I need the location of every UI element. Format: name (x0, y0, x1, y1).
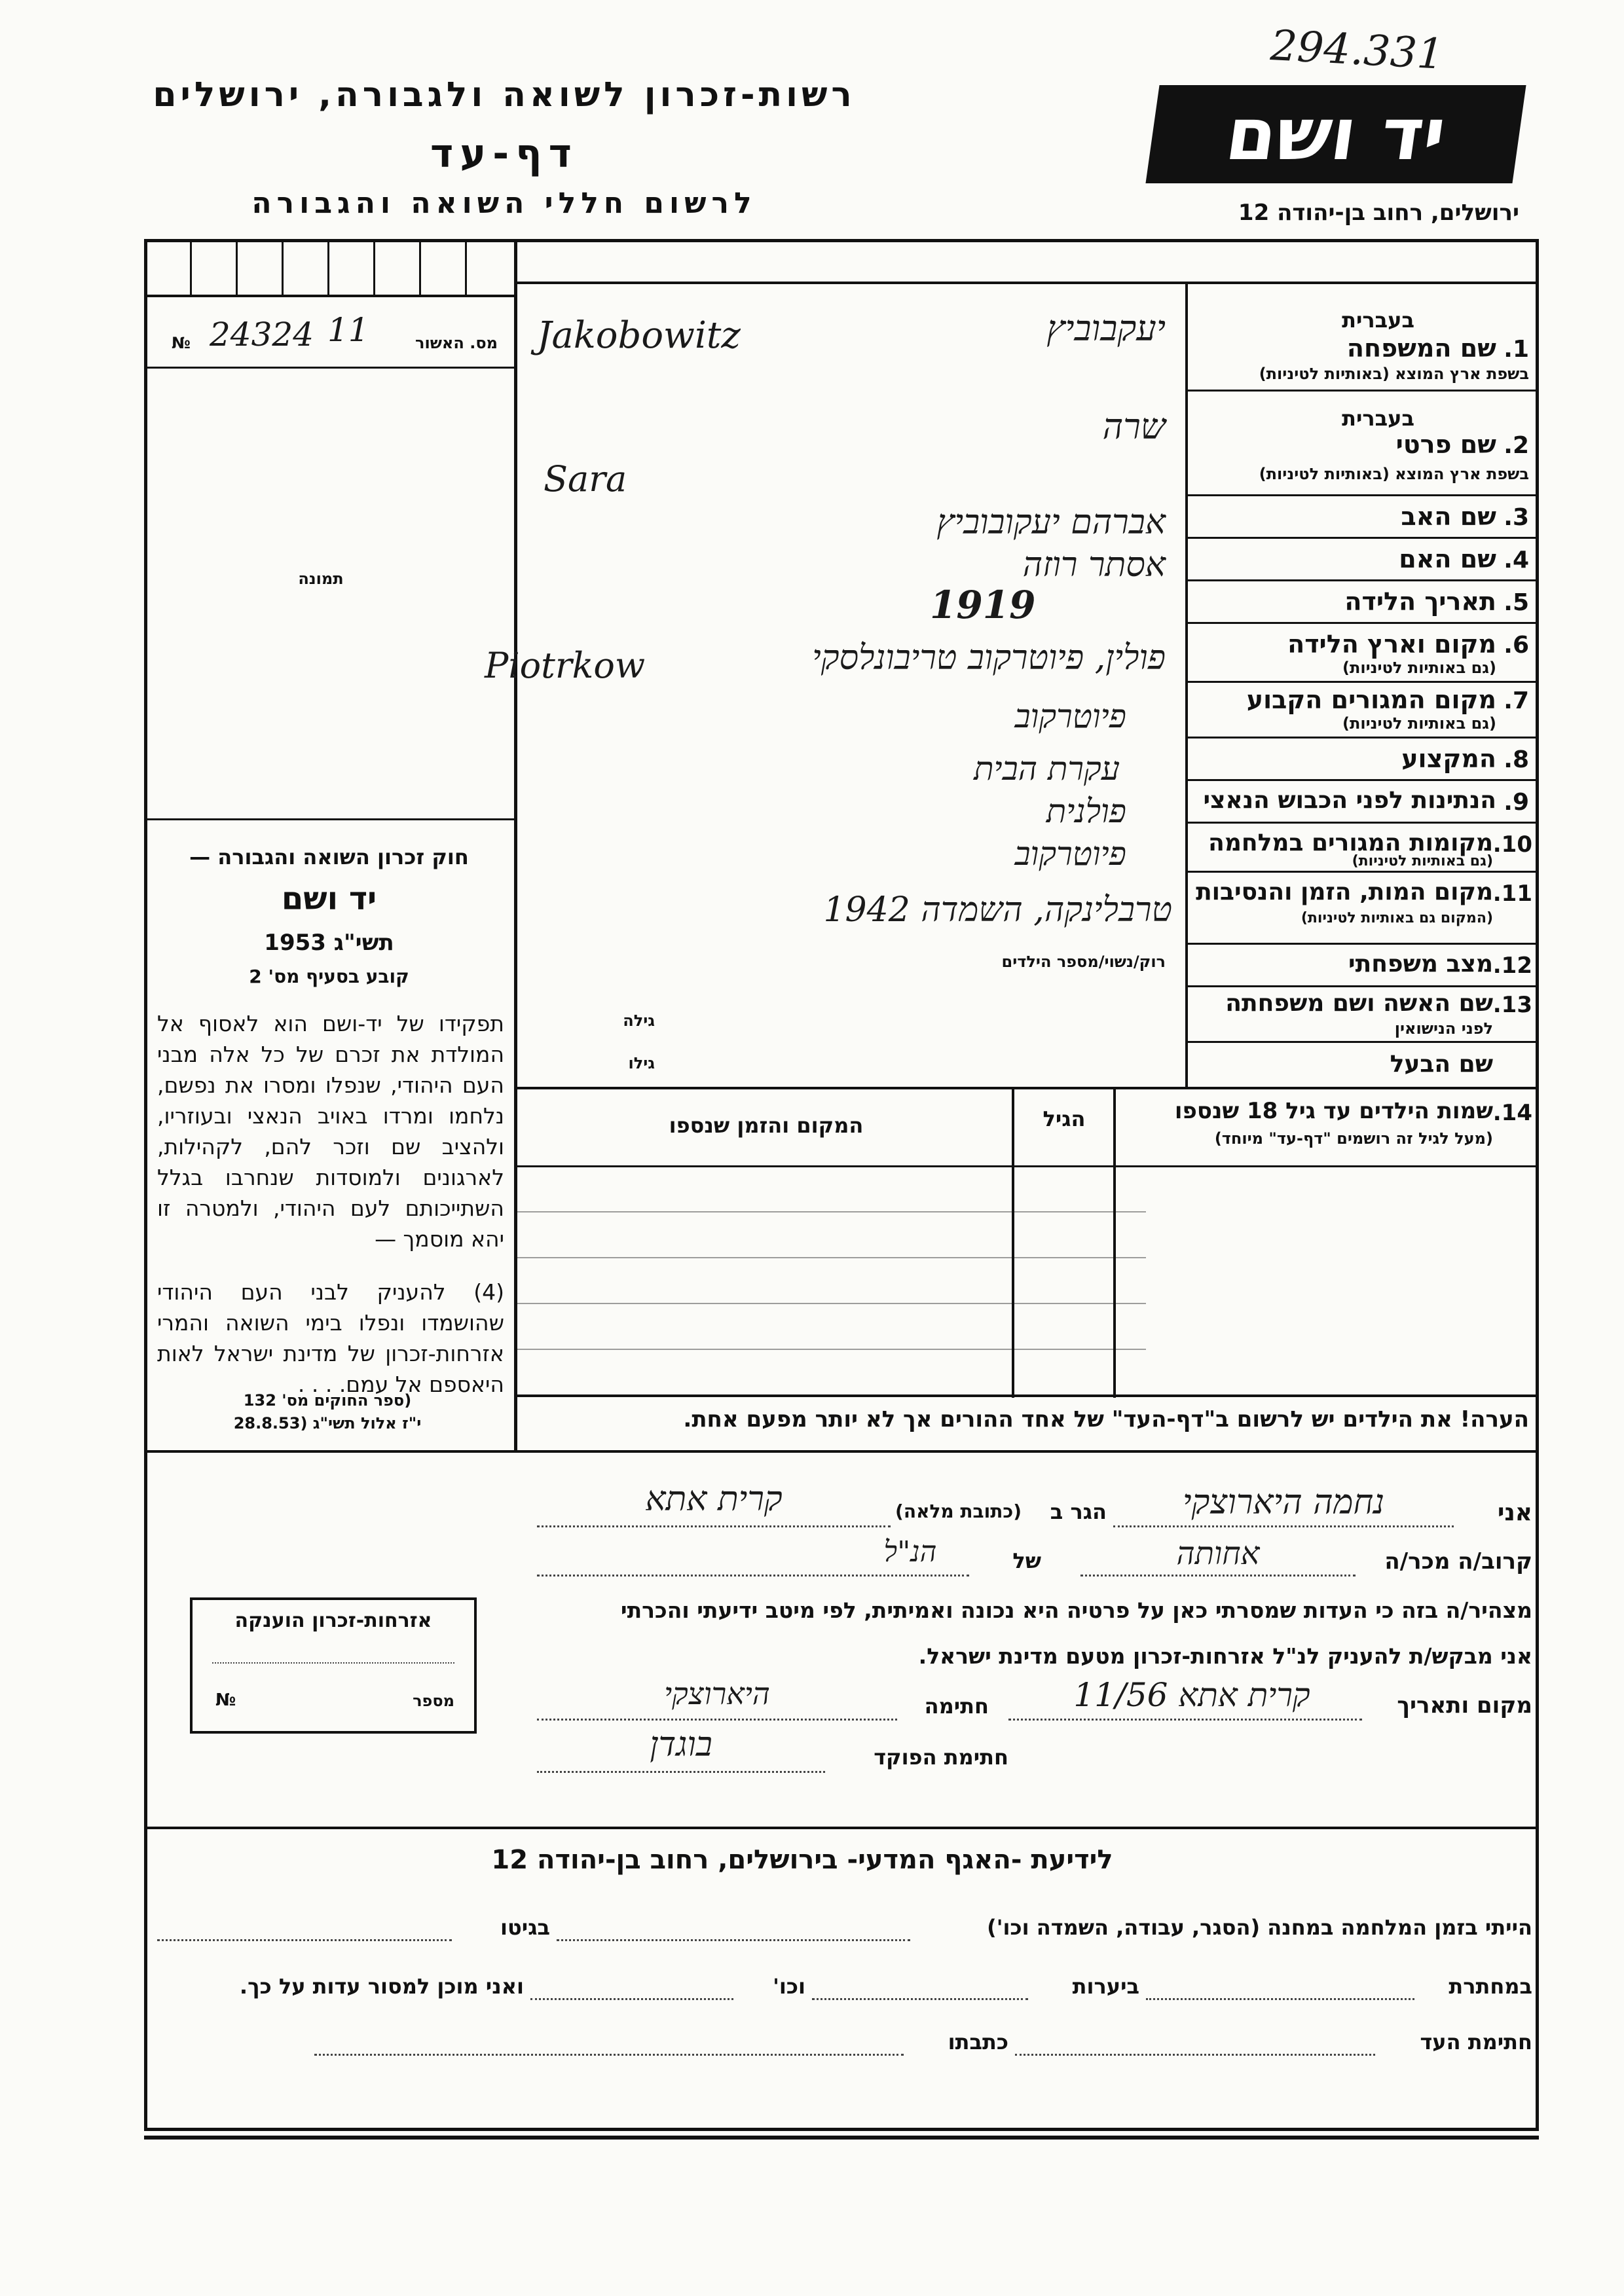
officer-signature: בוגדן (650, 1725, 712, 1764)
field-10-number: 10. (1492, 831, 1532, 858)
footer-address-label: כתבתו (948, 2030, 1008, 2054)
field-2-label: שם פרטי (1395, 430, 1496, 459)
field-2-tag: בעברית (1342, 406, 1414, 431)
citizenship-box (190, 1597, 477, 1734)
field-1-tag: בעברית (1342, 308, 1414, 333)
footer-title: לידיעת -האגף המדעי- בירושלים, רחוב בן-יהודה 12 (491, 1845, 1113, 1875)
father-name: אברהם יעקובוביץ (936, 503, 1166, 542)
footer-underground-label: במחתרת (1449, 1974, 1532, 1999)
birthplace-latin: Piotrkow (485, 645, 646, 686)
relative-label: קרוב/ה מכר/ה (1384, 1548, 1532, 1575)
statement-1: מצהיר/ה בזה כי העדות שמסרתי כאן על פרטיה היא נכונה ואמיתית, לפי מיטב ידיעתי והכרתי (620, 1597, 1532, 1623)
field-13-label: שם האשה ושם משפחתה (1225, 990, 1493, 1017)
law-name: יד ושם (281, 881, 377, 917)
address-value: קרית אתא (645, 1480, 783, 1519)
place-date-label: מקום ותאריך (1397, 1692, 1532, 1719)
field-11-number: 11. (1492, 881, 1532, 907)
footer-witness-signature-label: חתימת העד (1420, 2030, 1532, 2054)
field-6-label: מקום וארץ הלידה (1287, 630, 1496, 659)
wartime-residence: פיוטרקוב (1014, 835, 1126, 873)
resides-label: הגר ב (1050, 1499, 1107, 1524)
law-clause: קובע בסעיף מס' 2 (249, 966, 409, 987)
photo-label: תמונה (298, 570, 344, 588)
field-10-sub: (גם באותיות לטיניות) (1352, 853, 1493, 869)
col-age: הגיל (1043, 1106, 1086, 1131)
field-2-sub: בשפת ארץ המוצא (באותיות לטיניות) (1259, 465, 1529, 483)
form-title: דף-עד (430, 131, 578, 177)
law-text-main: תפקידו של יד-ושם הוא לאסוף אל המולדת את זכרם של כל אלה מבני העם היהודי, שנפלו ומסרו את נפשם, נלחמו ומרדו באויב הנאצי ובעוזריו, ולהציב שם וזכר להם, לקהילות, לארגונים ולמוסדות שנחרבו בגלל השתייכותם לעם היהודי, ולמטרה זו יהא מוסמך — (157, 1011, 504, 1252)
i-label: אני (1497, 1499, 1532, 1526)
approval-sub: 11 (327, 311, 369, 349)
firstname-latin: Sara (544, 458, 627, 500)
birthplace-hebrew: פולין, פיוטרקוב טריבונלסקי (812, 638, 1166, 678)
law-date: י"ז אלול תשי"ג (28.8.53 (233, 1414, 422, 1432)
field-13-sub: לפני הנישואין (1394, 1019, 1493, 1038)
field-10-label: מקומות המגורים במלחמה (1208, 829, 1493, 856)
footer-forests-label: ביערות (1072, 1974, 1139, 1999)
citizenship-box-no: № (215, 1690, 236, 1710)
nationality: פולנית (1046, 792, 1126, 830)
field-4-number: 4. (1504, 547, 1529, 574)
field-12-number: 12. (1492, 953, 1532, 979)
signature-value: היארוצקי (664, 1676, 770, 1711)
form-subtitle: לרשום חללי השואה והגבורה (251, 187, 757, 220)
profession: עקרת הבית (974, 750, 1120, 788)
husband-label: שם הבעל (1390, 1051, 1493, 1078)
law-source: (ספר החוקים מס' 132 (243, 1391, 412, 1410)
firstname-hebrew: שרה (1102, 406, 1166, 447)
field-6-number: 6. (1504, 632, 1529, 659)
number-sign: № (172, 334, 191, 352)
institution-name: רשות-זכרון לשואה ולגבורה, ירושלים (153, 75, 856, 115)
field-4-label: שם האם (1399, 545, 1496, 574)
residence: פיוטרקוב (1014, 697, 1126, 735)
signature-label: חתימה (924, 1694, 989, 1719)
field-11-sub: (המקום גם באותיות לטיניות) (1301, 910, 1493, 926)
mother-name: אסתר רוזה (1022, 545, 1166, 585)
footer-ghetto-label: בגיטו (500, 1915, 550, 1940)
file-number: 294.331 (1269, 22, 1445, 79)
footer-etc-label: וכו' (773, 1974, 805, 1999)
approval-number: 24324 (210, 316, 314, 354)
birth-date: 1919 (930, 583, 1036, 627)
field-8-number: 8. (1504, 746, 1529, 773)
field-12-label: מצב משפחתי (1348, 951, 1493, 977)
field-9-number: 9. (1504, 789, 1529, 816)
footer-testimony-label: ואני מוכן למסור עדות על כך. (239, 1974, 524, 1999)
place-date-value: קרית אתא 11/56 (1073, 1676, 1310, 1714)
witness-name: נחמה היארוצקי (1182, 1483, 1385, 1522)
officer-label: חתימת הפוקד (874, 1745, 1008, 1770)
citizenship-box-number: מספר (413, 1692, 454, 1710)
col-place: המקום והזמן שנספו (669, 1113, 864, 1138)
field-1-number: 1. (1504, 336, 1529, 363)
field-3-number: 3. (1504, 504, 1529, 531)
field-9-label: הנתינות לפני הכבוש הנאצי (1203, 787, 1496, 814)
wife-age-label: גילה (623, 1011, 655, 1030)
field-14-number: 14. (1492, 1100, 1532, 1126)
field-5-label: תאריך הלידה (1344, 587, 1496, 616)
law-title: חוק זכרון השואה והגבורה — (189, 845, 469, 869)
of-label: של (1012, 1548, 1041, 1573)
husband-age-label: גילו (628, 1054, 655, 1072)
field-2-number: 2. (1504, 432, 1529, 459)
field-1-sub: בשפת ארץ המוצא (באותיות לטיניות) (1259, 365, 1529, 383)
field-1-label: שם המשפחה (1346, 334, 1496, 363)
field-11-label: מקום המות, הזמן והנסיבות (1196, 879, 1493, 905)
field-7-sub: (גם באותיות לטיניות) (1342, 714, 1496, 733)
surname-latin: Jakobowitz (537, 314, 741, 357)
children-sub: (מעל לגיל זה רושמים "דף-עד" מיוחד) (1214, 1129, 1493, 1148)
approval-number-label: מס. האשור (415, 334, 498, 352)
children-title: שמות הילדים עד גיל 18 שנספו (1174, 1098, 1493, 1124)
field-7-label: מקום המגורים הקבוע (1246, 685, 1496, 714)
marital-extra-label: רוק/נשוי/מספר הילדים (1001, 953, 1166, 971)
yad-vashem-logo (1145, 85, 1526, 183)
surname-hebrew: יעקבוביץ (1046, 308, 1166, 349)
field-6-sub: (גם באותיות לטיניות) (1342, 659, 1496, 677)
footer-camp-label: הייתי בזמן המלחמה במחנה (הסגר, עבודה, השמדה וכו') (987, 1915, 1532, 1940)
field-3-label: שם האב (1401, 502, 1496, 531)
statement-2: אני מבקש/ת להעניק לנ"ל אזרחות-זכרון מטעם מדינת ישראל. (918, 1643, 1532, 1669)
of-value: הנ"ל (883, 1535, 937, 1569)
children-note: הערה! את הילדים יש לרשום ב"דף-העד" של אחד ההורים אך לא יותר מפעם אחת. (683, 1406, 1529, 1432)
field-8-label: המקצוע (1401, 744, 1496, 773)
logo-address: ירושלים, רחוב בן-יהודה 12 (1238, 200, 1519, 226)
field-13-number: 13. (1492, 992, 1532, 1018)
law-year: תשי"ג 1953 (264, 930, 394, 956)
field-7-number: 7. (1504, 687, 1529, 714)
logo-text: יד ושם (1221, 92, 1451, 176)
law-text-grant: (4) להעניק לבני העם היהודי שהושמדו ונפלו בימי השואה והמרי אזרחות-זכרון של מדינת ישראל לאות היאספם אל עמם. . . . (157, 1279, 504, 1397)
death-place: טרבלינקה, השמדה 1942 (823, 890, 1172, 930)
citizenship-box-title: אזרחות-זכרון הוענקה (234, 1609, 432, 1632)
relation-value: אחותה (1176, 1535, 1260, 1572)
field-5-number: 5. (1504, 589, 1529, 616)
address-label: (כתובת מלאה) (895, 1501, 1022, 1522)
